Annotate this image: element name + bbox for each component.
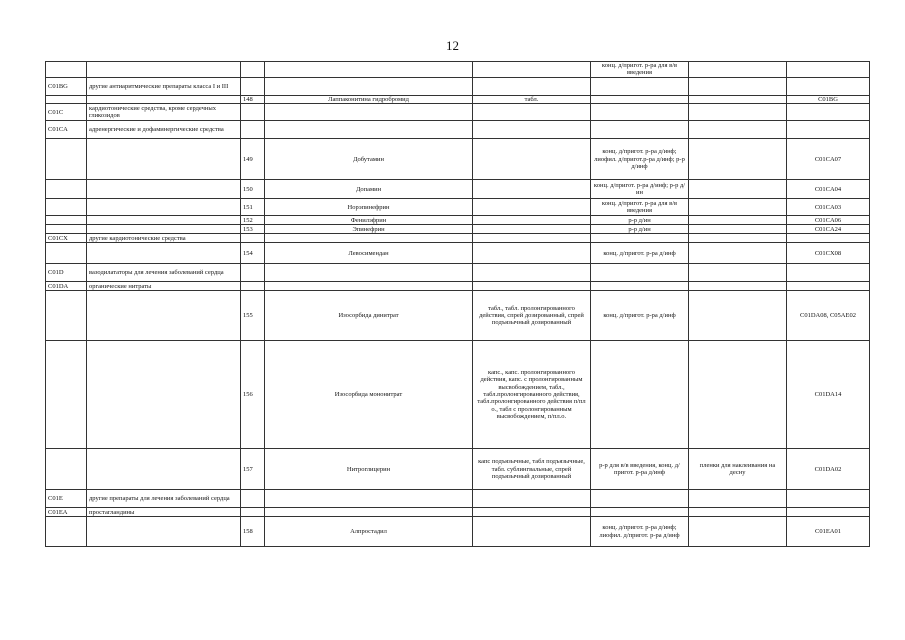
dosage-form-other-cell <box>689 341 787 449</box>
atc-group-code-cell <box>46 225 87 234</box>
dosage-form-cell <box>473 264 591 282</box>
atc-group-name-cell <box>87 62 241 78</box>
drug-name-cell: Левосимендан <box>265 243 473 264</box>
atc-group-name-cell: простагландины <box>87 508 241 517</box>
dosage-form-other-cell <box>689 216 787 225</box>
atc-group-code-cell <box>46 95 87 103</box>
atc-group-code-cell: C01E <box>46 490 87 508</box>
drug-name-cell <box>265 282 473 291</box>
atc-group-name-cell <box>87 216 241 225</box>
dosage-form-other-cell <box>689 490 787 508</box>
dosage-form-injection-cell <box>591 282 689 291</box>
table-row <box>46 243 870 264</box>
dosage-form-cell <box>473 180 591 199</box>
atc-group-code-cell: C01CX <box>46 234 87 243</box>
dosage-form-injection-cell: конц. д/пригот. р-ра для в/в введения <box>591 199 689 216</box>
table-row <box>46 216 870 225</box>
atc-group-name-cell: другие препараты для лечения заболеваний сердца <box>87 490 241 508</box>
dosage-form-other-cell <box>689 104 787 121</box>
row-number-cell: 156 <box>241 341 265 449</box>
atc-code-cell: C01DA08, C05AE02 <box>787 291 870 341</box>
atc-group-code-cell <box>46 291 87 341</box>
atc-code-cell: C01CA04 <box>787 180 870 199</box>
table-row <box>46 104 870 121</box>
atc-code-cell <box>787 77 870 95</box>
page-number: 12 <box>446 38 459 53</box>
row-number-cell: 157 <box>241 449 265 490</box>
dosage-form-other-cell <box>689 517 787 547</box>
dosage-form-other-cell <box>689 282 787 291</box>
dosage-form-injection-cell <box>591 341 689 449</box>
dosage-form-injection-cell <box>591 234 689 243</box>
row-number-cell: 154 <box>241 243 265 264</box>
table-row <box>46 264 870 282</box>
dosage-form-other-cell <box>689 121 787 139</box>
row-number-cell <box>241 234 265 243</box>
atc-group-code-cell <box>46 449 87 490</box>
table-row <box>46 282 870 291</box>
dosage-form-injection-cell <box>591 490 689 508</box>
row-number-cell: 155 <box>241 291 265 341</box>
atc-group-name-cell <box>87 95 241 103</box>
dosage-form-other-cell <box>689 508 787 517</box>
dosage-form-injection-cell <box>591 121 689 139</box>
atc-group-name-cell: кардиотонические средства, кроме сердечных гликозидов <box>87 104 241 121</box>
row-number-cell <box>241 490 265 508</box>
drug-name-cell: Эпинефрин <box>265 225 473 234</box>
atc-group-code-cell <box>46 243 87 264</box>
dosage-form-cell <box>473 225 591 234</box>
drug-name-cell: Норэпинефрин <box>265 199 473 216</box>
drug-list-table <box>45 61 870 547</box>
dosage-form-injection-cell <box>591 104 689 121</box>
drug-name-cell: Алпростадил <box>265 517 473 547</box>
row-number-cell <box>241 62 265 78</box>
drug-name-cell <box>265 77 473 95</box>
dosage-form-injection-cell: конц. д/пригот. р-ра д/инф; р-р д/ин <box>591 180 689 199</box>
table-row <box>46 121 870 139</box>
row-number-cell: 148 <box>241 95 265 103</box>
atc-group-name-cell <box>87 139 241 180</box>
atc-group-name-cell: другие кардиотонические средства <box>87 234 241 243</box>
dosage-form-injection-cell: р-р для в/в введения, конц. д/пригот. р-ра д/инф <box>591 449 689 490</box>
dosage-form-other-cell <box>689 225 787 234</box>
atc-group-name-cell: другие антиаритмические препараты класса I и III <box>87 77 241 95</box>
dosage-form-injection-cell: р-р д/ин <box>591 225 689 234</box>
atc-code-cell: C01DA14 <box>787 341 870 449</box>
drug-name-cell: Лаппаконитина гидробромид <box>265 95 473 103</box>
atc-group-code-cell: C01CA <box>46 121 87 139</box>
dosage-form-cell <box>473 199 591 216</box>
row-number-cell: 150 <box>241 180 265 199</box>
atc-code-cell <box>787 264 870 282</box>
row-number-cell <box>241 121 265 139</box>
drug-name-cell <box>265 264 473 282</box>
dosage-form-other-cell <box>689 243 787 264</box>
dosage-form-cell <box>473 508 591 517</box>
atc-code-cell: C01CA24 <box>787 225 870 234</box>
table-row <box>46 291 870 341</box>
dosage-form-cell <box>473 234 591 243</box>
dosage-form-other-cell <box>689 62 787 78</box>
atc-group-name-cell <box>87 291 241 341</box>
atc-code-cell <box>787 490 870 508</box>
atc-group-name-cell <box>87 243 241 264</box>
atc-group-code-cell <box>46 216 87 225</box>
atc-group-name-cell <box>87 225 241 234</box>
atc-code-cell: C01CX08 <box>787 243 870 264</box>
dosage-form-injection-cell <box>591 264 689 282</box>
atc-group-name-cell <box>87 180 241 199</box>
dosage-form-cell <box>473 121 591 139</box>
row-number-cell: 149 <box>241 139 265 180</box>
atc-group-code-cell: C01DA <box>46 282 87 291</box>
atc-group-code-cell <box>46 139 87 180</box>
dosage-form-other-cell <box>689 180 787 199</box>
atc-group-code-cell: C01D <box>46 264 87 282</box>
drug-name-cell <box>265 508 473 517</box>
dosage-form-cell <box>473 216 591 225</box>
atc-code-cell: C01CA07 <box>787 139 870 180</box>
table-row <box>46 490 870 508</box>
row-number-cell: 151 <box>241 199 265 216</box>
table-row <box>46 180 870 199</box>
atc-code-cell: C01BG <box>787 95 870 103</box>
drug-name-cell: Фенилэфрин <box>265 216 473 225</box>
row-number-cell <box>241 282 265 291</box>
dosage-form-injection-cell: конц. д/пригот. р-ра д/инф; лиофил. д/пригот. р-ра д/инф <box>591 517 689 547</box>
table-row <box>46 449 870 490</box>
drug-name-cell <box>265 104 473 121</box>
row-number-cell: 158 <box>241 517 265 547</box>
drug-name-cell: Добутамин <box>265 139 473 180</box>
atc-group-name-cell <box>87 341 241 449</box>
atc-code-cell <box>787 282 870 291</box>
dosage-form-injection-cell <box>591 95 689 103</box>
dosage-form-cell <box>473 282 591 291</box>
drug-name-cell: Нитроглицерин <box>265 449 473 490</box>
atc-group-name-cell <box>87 449 241 490</box>
drug-name-cell <box>265 490 473 508</box>
table-body <box>46 62 870 547</box>
drug-name-cell: Изосорбида мононитрат <box>265 341 473 449</box>
atc-group-code-cell <box>46 341 87 449</box>
dosage-form-other-cell <box>689 139 787 180</box>
table-row <box>46 199 870 216</box>
dosage-form-cell <box>473 517 591 547</box>
atc-group-code-cell <box>46 199 87 216</box>
dosage-form-cell <box>473 490 591 508</box>
atc-code-cell: C01EA01 <box>787 517 870 547</box>
dosage-form-cell <box>473 139 591 180</box>
drug-name-cell: Изосорбида динитрат <box>265 291 473 341</box>
atc-group-code-cell <box>46 180 87 199</box>
drug-name-cell <box>265 234 473 243</box>
atc-code-cell: C01CA06 <box>787 216 870 225</box>
dosage-form-injection-cell: конц. д/пригот. р-ра д/инф; лиофил. д/пригот.р-ра д/инф; р-р д/инф <box>591 139 689 180</box>
table-row <box>46 95 870 103</box>
dosage-form-injection-cell: р-р д/ин <box>591 216 689 225</box>
dosage-form-cell <box>473 243 591 264</box>
dosage-form-other-cell <box>689 95 787 103</box>
dosage-form-cell: табл. <box>473 95 591 103</box>
atc-group-code-cell <box>46 62 87 78</box>
table-row <box>46 139 870 180</box>
atc-code-cell: C01CA03 <box>787 199 870 216</box>
dosage-form-other-cell <box>689 199 787 216</box>
dosage-form-cell: капс подъязычные, табл подъязычные, табл. сублингвальные, спрей подъязычный дозированный <box>473 449 591 490</box>
dosage-form-injection-cell <box>591 508 689 517</box>
table-row <box>46 77 870 95</box>
atc-code-cell: C01DA02 <box>787 449 870 490</box>
table-row <box>46 517 870 547</box>
dosage-form-other-cell <box>689 234 787 243</box>
drug-name-cell <box>265 121 473 139</box>
table-row <box>46 508 870 517</box>
atc-group-name-cell <box>87 517 241 547</box>
dosage-form-other-cell <box>689 291 787 341</box>
dosage-form-cell: капс., капс. пролонгированного действия, капс. с пролонгированным высвобождением, табл., табл.пролонгированного действия, табл.пролонгированного действия п/пл о., табл с пролонгированным высвобождением, п/пл.о. <box>473 341 591 449</box>
drug-name-cell <box>265 62 473 78</box>
table-row <box>46 234 870 243</box>
dosage-form-cell: табл., табл. пролонгированного действия, спрей дозированный, спрей подъязычный дозированный <box>473 291 591 341</box>
table-row <box>46 62 870 78</box>
dosage-form-cell <box>473 104 591 121</box>
row-number-cell <box>241 264 265 282</box>
atc-group-code-cell <box>46 517 87 547</box>
row-number-cell: 153 <box>241 225 265 234</box>
dosage-form-injection-cell: конц. д/пригот. р-ра д/инф <box>591 291 689 341</box>
atc-code-cell <box>787 121 870 139</box>
atc-group-code-cell: C01BG <box>46 77 87 95</box>
atc-group-code-cell: C01C <box>46 104 87 121</box>
dosage-form-cell <box>473 77 591 95</box>
atc-group-name-cell: вазодилататоры для лечения заболеваний сердца <box>87 264 241 282</box>
dosage-form-injection-cell: конц. д/пригот. р-ра д/инф <box>591 243 689 264</box>
atc-code-cell <box>787 104 870 121</box>
row-number-cell <box>241 77 265 95</box>
drug-name-cell: Допамин <box>265 180 473 199</box>
atc-code-cell <box>787 508 870 517</box>
dosage-form-cell <box>473 62 591 78</box>
row-number-cell <box>241 104 265 121</box>
dosage-form-injection-cell <box>591 77 689 95</box>
atc-group-code-cell: C01EA <box>46 508 87 517</box>
table-row <box>46 225 870 234</box>
table-row <box>46 341 870 449</box>
atc-code-cell <box>787 62 870 78</box>
row-number-cell <box>241 508 265 517</box>
atc-group-name-cell <box>87 199 241 216</box>
atc-code-cell <box>787 234 870 243</box>
atc-group-name-cell: органические нитраты <box>87 282 241 291</box>
atc-group-name-cell: адренергические и дофаминергические средства <box>87 121 241 139</box>
dosage-form-other-cell <box>689 264 787 282</box>
dosage-form-injection-cell: конц. д/пригот. р-ра для в/в введения <box>591 62 689 78</box>
row-number-cell: 152 <box>241 216 265 225</box>
dosage-form-other-cell <box>689 77 787 95</box>
dosage-form-other-cell: пленки для наклеивания на десну <box>689 449 787 490</box>
